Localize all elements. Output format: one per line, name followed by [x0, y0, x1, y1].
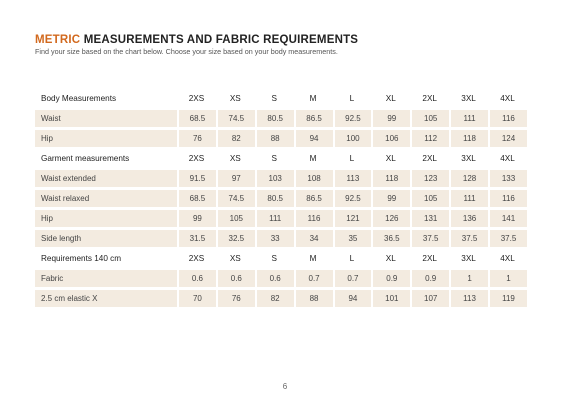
- size-column-header: 2XS: [188, 94, 205, 103]
- size-column-header: 3XL: [461, 254, 476, 263]
- size-column-header: 2XL: [422, 154, 437, 163]
- size-column-header: 2XS: [188, 254, 205, 263]
- size-column-header: S: [271, 254, 277, 263]
- measurement-cell: 76: [216, 290, 255, 307]
- row-label: Hip: [35, 130, 177, 147]
- measurement-cell: 111: [449, 190, 488, 207]
- measurement-cell: 119: [488, 290, 527, 307]
- row-label: Hip: [35, 210, 177, 227]
- size-chart-table: [35, 87, 527, 310]
- measurement-cell: 116: [294, 210, 333, 227]
- measurement-cell: 0.7: [294, 270, 333, 287]
- measurement-cell: 91.5: [177, 170, 216, 187]
- measurement-cell: 126: [371, 210, 410, 227]
- measurement-cell: 121: [333, 210, 372, 227]
- table-row: [35, 130, 527, 147]
- measurement-cell: 108: [294, 170, 333, 187]
- measurement-cell: 92.5: [333, 110, 372, 127]
- measurement-cell: 99: [371, 190, 410, 207]
- size-column-header: XL: [385, 94, 396, 103]
- row-label: Waist relaxed: [35, 190, 177, 207]
- section-title: Requirements 140 cm: [41, 254, 122, 263]
- measurement-cell: 86.5: [294, 190, 333, 207]
- table-row: [35, 190, 527, 207]
- measurement-cell: 133: [488, 170, 527, 187]
- measurement-cell: 99: [371, 110, 410, 127]
- measurement-cell: 107: [410, 290, 449, 307]
- section-title: Body Measurements: [41, 94, 117, 103]
- row-label: Waist extended: [35, 170, 177, 187]
- measurement-cell: 34: [294, 230, 333, 247]
- size-column-header: S: [271, 154, 277, 163]
- measurement-cell: 111: [449, 110, 488, 127]
- size-column-header: 2XS: [188, 154, 205, 163]
- measurement-cell: 74.5: [216, 110, 255, 127]
- measurement-cell: 0.9: [371, 270, 410, 287]
- measurement-cell: 31.5: [177, 230, 216, 247]
- size-chart-body: [35, 90, 527, 307]
- size-column-header: 3XL: [461, 154, 476, 163]
- measurement-cell: 124: [488, 130, 527, 147]
- measurement-cell: 118: [449, 130, 488, 147]
- size-column-header: XL: [385, 154, 396, 163]
- table-row: [35, 290, 527, 307]
- measurement-cell: 100: [333, 130, 372, 147]
- measurement-cell: 103: [255, 170, 294, 187]
- measurement-cell: 92.5: [333, 190, 372, 207]
- row-label: 2.5 cm elastic X: [35, 290, 177, 307]
- measurement-cell: 128: [449, 170, 488, 187]
- size-column-header: L: [349, 154, 355, 163]
- section-header-row: [35, 90, 527, 107]
- measurement-cell: 99: [177, 210, 216, 227]
- measurement-cell: 123: [410, 170, 449, 187]
- measurement-cell: 0.6: [255, 270, 294, 287]
- measurement-cell: 141: [488, 210, 527, 227]
- size-column-header: 4XL: [500, 94, 515, 103]
- size-column-header: M: [309, 254, 317, 263]
- measurement-cell: 80.5: [255, 190, 294, 207]
- measurement-cell: 33: [255, 230, 294, 247]
- size-column-header: 3XL: [461, 94, 476, 103]
- row-label: Waist: [35, 110, 177, 127]
- measurement-cell: 37.5: [488, 230, 527, 247]
- size-column-header: 2XL: [422, 254, 437, 263]
- section-header-row: [35, 150, 527, 167]
- title-accent: METRIC: [35, 34, 81, 46]
- measurement-cell: 94: [333, 290, 372, 307]
- size-column-header: 4XL: [500, 254, 515, 263]
- page-subtitle: Find your size based on the chart below. Choose your size based on your body measurements.: [35, 47, 338, 56]
- size-column-header: XL: [385, 254, 396, 263]
- measurement-cell: 0.6: [177, 270, 216, 287]
- section-header-row: [35, 250, 527, 267]
- measurement-cell: 131: [410, 210, 449, 227]
- measurement-cell: 37.5: [449, 230, 488, 247]
- measurement-cell: 70: [177, 290, 216, 307]
- measurement-cell: 118: [371, 170, 410, 187]
- table-row: [35, 110, 527, 127]
- section-title: Garment measurements: [41, 154, 130, 163]
- size-column-header: L: [349, 94, 355, 103]
- measurement-cell: 76: [177, 130, 216, 147]
- table-row: [35, 210, 527, 227]
- measurement-cell: 94: [294, 130, 333, 147]
- measurement-cell: 0.6: [216, 270, 255, 287]
- size-column-header: 4XL: [500, 154, 515, 163]
- measurement-cell: 111: [255, 210, 294, 227]
- measurement-cell: 36.5: [371, 230, 410, 247]
- measurement-cell: 35: [333, 230, 372, 247]
- measurement-cell: 0.9: [410, 270, 449, 287]
- measurement-cell: 0.7: [333, 270, 372, 287]
- measurement-cell: 105: [216, 210, 255, 227]
- measurement-cell: 116: [488, 190, 527, 207]
- page-number: 6: [282, 382, 288, 391]
- measurement-cell: 112: [410, 130, 449, 147]
- table-row: [35, 230, 527, 247]
- size-column-header: L: [349, 254, 355, 263]
- table-row: [35, 270, 527, 287]
- measurement-cell: 68.5: [177, 110, 216, 127]
- measurement-cell: 74.5: [216, 190, 255, 207]
- measurement-cell: 68.5: [177, 190, 216, 207]
- measurement-cell: 105: [410, 110, 449, 127]
- size-column-header: XS: [229, 94, 241, 103]
- size-column-header: S: [271, 94, 277, 103]
- measurement-cell: 113: [333, 170, 372, 187]
- measurement-cell: 106: [371, 130, 410, 147]
- measurement-cell: 88: [255, 130, 294, 147]
- title-rest: MEASUREMENTS AND FABRIC REQUIREMENTS: [83, 34, 359, 46]
- size-column-header: XS: [229, 254, 241, 263]
- size-column-header: 2XL: [422, 94, 437, 103]
- measurement-cell: 101: [371, 290, 410, 307]
- page-title: [35, 34, 358, 46]
- measurement-cell: 97: [216, 170, 255, 187]
- measurement-cell: 32.5: [216, 230, 255, 247]
- row-label: Side length: [35, 230, 177, 247]
- measurement-cell: 116: [488, 110, 527, 127]
- measurement-cell: 82: [255, 290, 294, 307]
- measurement-cell: 113: [449, 290, 488, 307]
- measurement-cell: 136: [449, 210, 488, 227]
- size-column-header: M: [309, 154, 317, 163]
- measurement-cell: 82: [216, 130, 255, 147]
- measurement-cell: 37.5: [410, 230, 449, 247]
- measurement-cell: 88: [294, 290, 333, 307]
- measurement-cell: 80.5: [255, 110, 294, 127]
- size-column-header: M: [309, 94, 317, 103]
- measurement-cell: 105: [410, 190, 449, 207]
- measurement-cell: 1: [449, 270, 488, 287]
- size-column-header: XS: [229, 154, 241, 163]
- row-label: Fabric: [35, 270, 177, 287]
- measurement-cell: 1: [488, 270, 527, 287]
- measurement-cell: 86.5: [294, 110, 333, 127]
- table-row: [35, 170, 527, 187]
